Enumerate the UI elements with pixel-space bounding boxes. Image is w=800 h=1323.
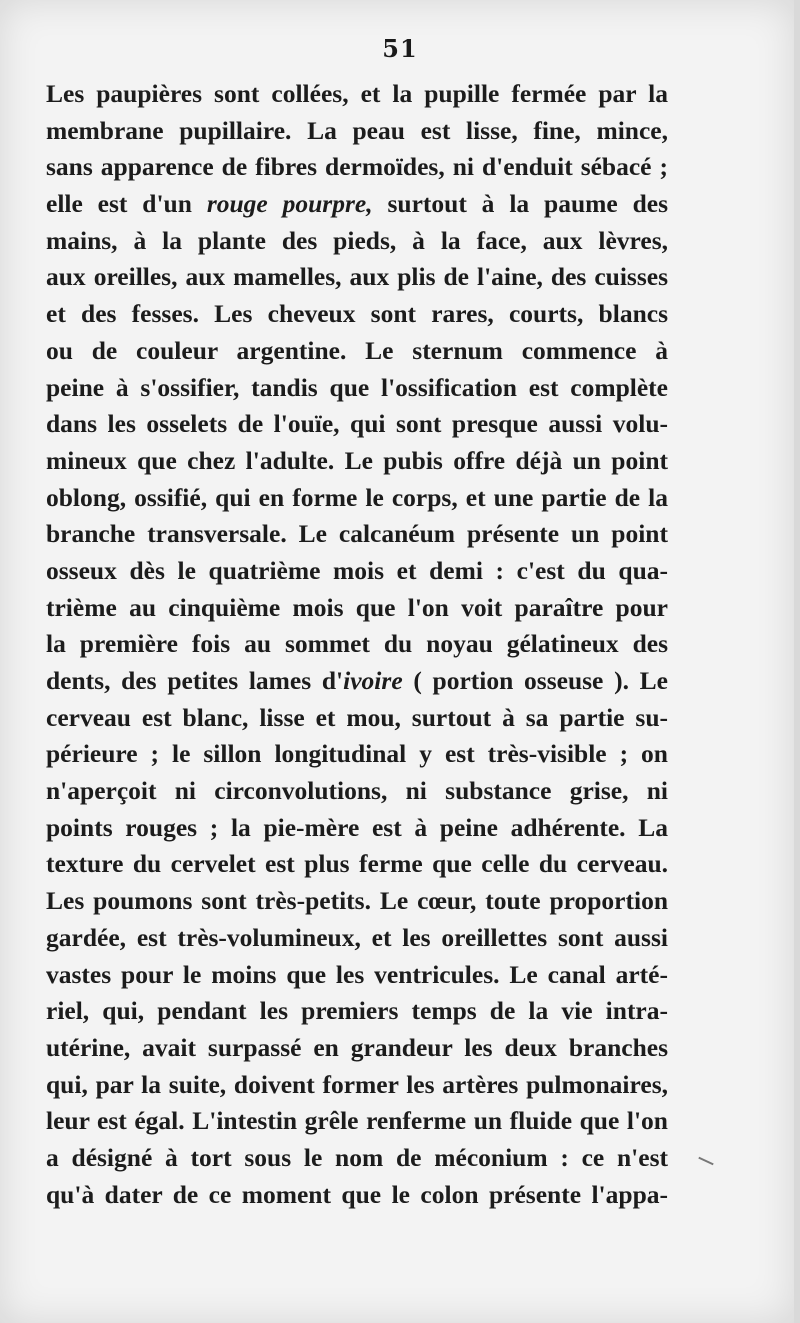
italic-term: ivoire — [343, 666, 403, 695]
text-line: Les poumons sont très-petits. Le cœur, toute proportion — [46, 886, 668, 916]
text-line: ou de couleur argentine. Le sternum commence à — [46, 335, 668, 365]
text-line: texture du cervelet est plus ferme que celle du cerveau. — [46, 849, 668, 879]
text-segment: elle est d'un — [46, 189, 207, 219]
text-line: la première fois au sommet du noyau gélatineux des — [46, 629, 668, 659]
text-line — [46, 663, 668, 700]
text-line: riel, qui, pendant les premiers temps de la vie intra- — [46, 996, 668, 1026]
text-line — [46, 186, 668, 223]
text-line: qu'à dater de ce moment que le colon présente l'appa- — [46, 1179, 668, 1209]
text-line: branche transversale. Le calcanéum présente un point — [46, 519, 668, 549]
text-line: mains, à la plante des pieds, à la face, aux lèvres, — [46, 225, 668, 255]
text-segment: dents, des petites lames d' — [46, 666, 344, 695]
margin-mark — [698, 1157, 713, 1166]
text-line: n'aperçoit ni circonvolutions, ni substance grise, ni — [46, 776, 668, 806]
text-segment: surtout à la paume des — [372, 189, 668, 219]
text-line: oblong, ossifié, qui en forme le corps, et une partie de la — [46, 482, 668, 512]
text-line: Les paupières sont collées, et la pupille fermée par la — [46, 79, 668, 108]
text-line: aux oreilles, aux mamelles, aux plis de l'aine, des cuisses — [46, 262, 668, 292]
text-line: et des fesses. Les cheveux sont rares, courts, blancs — [46, 299, 668, 329]
text-line: sans apparence de fibres dermoïdes, ni d'enduit sébacé ; — [46, 152, 668, 182]
text-line: osseux dès le quatrième mois et demi : c'est du qua- — [46, 555, 668, 585]
body-text — [46, 76, 668, 1213]
text-line: gardée, est très-volumineux, et les oreillettes sont aussi — [46, 922, 668, 952]
text-line: points rouges ; la pie-mère est à peine adhérente. La — [46, 812, 668, 842]
page-number: 51 — [382, 34, 418, 63]
text-line: peine à s'ossifier, tandis que l'ossification est complète — [46, 372, 668, 402]
text-line: dans les osselets de l'ouïe, qui sont presque aussi volu- — [46, 409, 668, 439]
text-line: mineux que chez l'adulte. Le pubis offre déjà un point — [46, 445, 668, 475]
text-line: utérine, avait surpassé en grandeur les deux branches — [46, 1032, 668, 1062]
text-line: qui, par la suite, doivent former les artères pulmonaires, — [46, 1069, 668, 1099]
text-line: membrane pupillaire. La peau est lisse, fine, mince, — [46, 115, 668, 145]
text-segment: ( portion osseuse ). Le — [402, 666, 668, 695]
text-line: périeure ; le sillon longitudinal y est très-visible ; on — [46, 739, 668, 769]
text-line: trième au cinquième mois que l'on voit paraître pour — [46, 592, 668, 622]
text-line: vastes pour le moins que les ventricules. Le canal arté- — [46, 959, 668, 989]
text-line: leur est égal. L'intestin grêle renferme un fluide que l'on — [46, 1106, 668, 1136]
text-line: a désigné à tort sous le nom de méconium : ce n'est — [46, 1142, 668, 1172]
text-line: cerveau est blanc, lisse et mou, surtout à sa partie su- — [46, 702, 668, 732]
italic-term: rouge pourpre, — [206, 189, 373, 219]
